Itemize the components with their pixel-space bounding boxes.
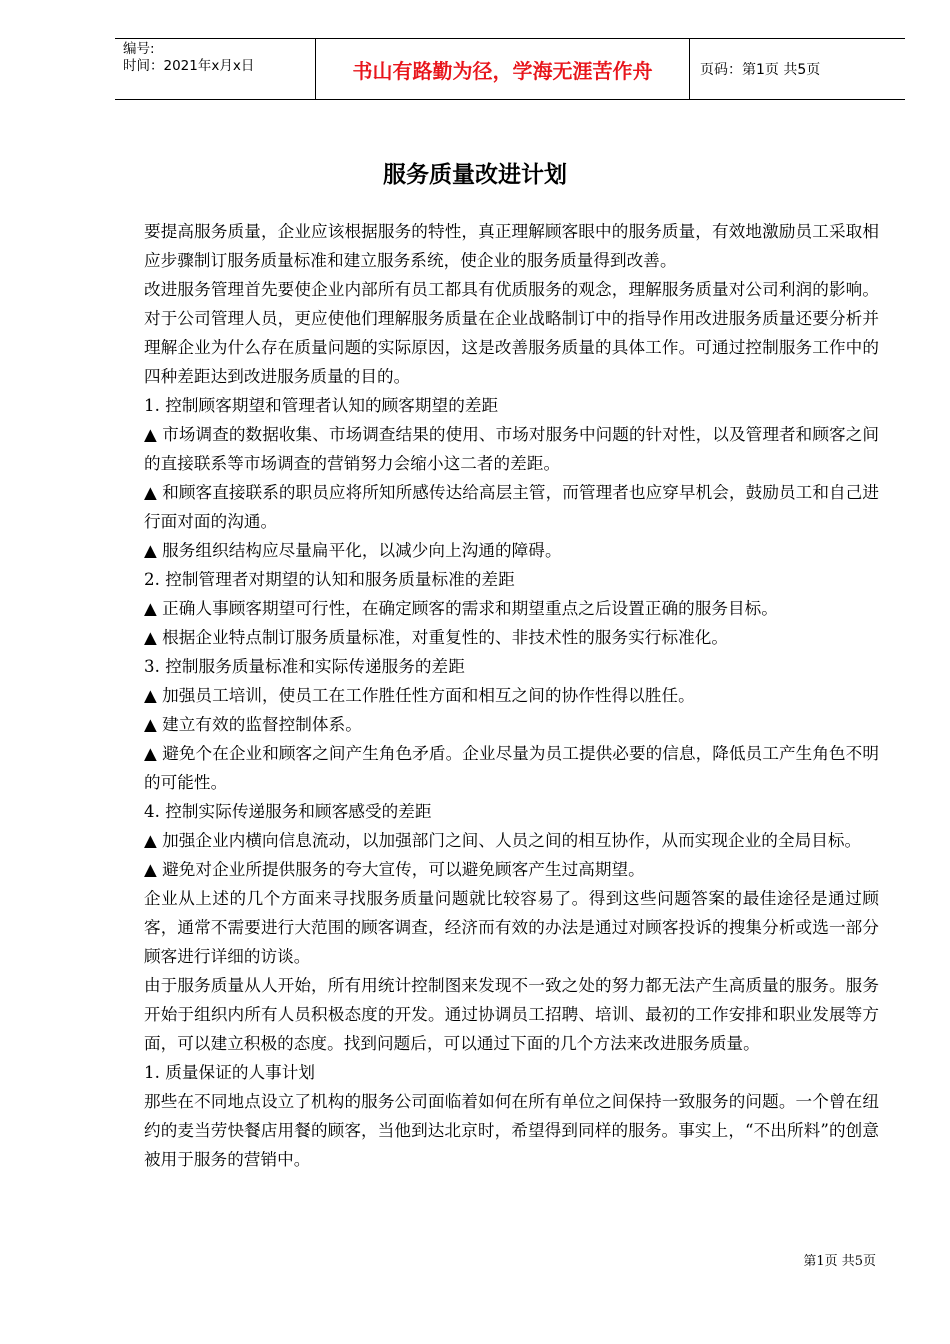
paragraph: 要提高服务质量，企业应该根据服务的特性，真正理解顾客眼中的服务质量，有效地激励员工采取相应步骤制订服务质量标准和建立服务系统，使企业的服务质量得到改善。 — [144, 222, 879, 270]
header-page-info: 页码：第1页 共5页 — [700, 62, 821, 78]
section-heading: 3. 控制服务质量标准和实际传递服务的差距 — [144, 657, 465, 676]
bullet-item: ▲ 和顾客直接联系的职员应将所知所感传达给高层主管，而管理者也应穿早机会，鼓励员工和自己进行面对面的沟通。 — [144, 483, 879, 531]
bullet-item: ▲ 加强员工培训，使员工在工作胜任性方面和相互之间的协作性得以胜任。 — [144, 686, 695, 705]
bullet-item: ▲ 加强企业内横向信息流动，以加强部门之间、人员之间的相互协作，从而实现企业的全局目标。 — [144, 831, 862, 850]
bullet-item: ▲ 服务组织结构应尽量扁平化，以减少向上沟通的障碍。 — [144, 541, 562, 560]
bullet-item: ▲ 正确人事顾客期望可行性，在确定顾客的需求和期望重点之后设置正确的服务目标。 — [144, 599, 778, 618]
bullet-item: ▲ 避免对企业所提供服务的夸大宣传，可以避免顾客产生过高期望。 — [144, 860, 645, 879]
bullet-item: ▲ 市场调查的数据收集、市场调查结果的使用、市场对服务中问题的针对性，以及管理者和顾客之间的直接联系等市场调查的营销努力会缩小这二者的差距。 — [144, 425, 879, 473]
bullet-item: ▲ 根据企业特点制订服务质量标准，对重复性的、非技术性的服务实行标准化。 — [144, 628, 729, 647]
header-meta — [115, 39, 316, 99]
paragraph: 企业从上述的几个方面来寻找服务质量问题就比较容易了。得到这些问题答案的最佳途径是通过顾客，通常不需要进行大范围的顾客调查，经济而有效的办法是通过对顾客投诉的搜集分析或选一部分顾客进行详细的访谈。 — [144, 889, 879, 966]
paragraph: 由于服务质量从人开始，所有用统计控制图来发现不一致之处的努力都无法产生高质量的服务。服务开始于组织内所有人员积极态度的开发。通过协调员工招聘、培训、最初的工作安排和职业发展等方面，可以建立积极的态度。找到问题后，可以通过下面的几个方法来改进服务质量。 — [144, 976, 879, 1053]
page-header — [115, 38, 905, 100]
bullet-item: ▲ 避免个在企业和顾客之间产生角色矛盾。企业尽量为员工提供必要的信息，降低员工产生角色不明的可能性。 — [144, 744, 879, 792]
section-heading: 1. 质量保证的人事计划 — [144, 1063, 316, 1082]
paragraph: 改进服务管理首先要使企业内部所有员工都具有优质服务的观念，理解服务质量对公司利润的影响。对于公司管理人员，更应使他们理解服务质量在企业战略制订中的指导作用改进服务质量还要分析并理解企业为什么存在质量问题的实际原因，这是改善服务质量的具体工作。可通过控制服务工作中的四种差距达到改进服务质量的目的。 — [144, 280, 879, 386]
document-number-label: 编号: — [123, 41, 155, 57]
section-heading: 4. 控制实际传递服务和顾客感受的差距 — [144, 802, 432, 821]
document-title: 服务质量改进计划 — [383, 162, 567, 188]
section-heading: 2. 控制管理者对期望的认知和服务质量标准的差距 — [144, 570, 515, 589]
section-heading: 1. 控制顾客期望和管理者认知的顾客期望的差距 — [144, 396, 499, 415]
document-body — [144, 217, 879, 1174]
bullet-item: ▲ 建立有效的监督控制体系。 — [144, 715, 362, 734]
page-footer: 第1页 共5页 — [803, 1254, 876, 1269]
document-time-label: 时间：2021年x月x日 — [123, 58, 255, 74]
paragraph: 那些在不同地点设立了机构的服务公司面临着如何在所有单位之间保持一致服务的问题。一个曾在纽约的麦当劳快餐店用餐的顾客，当他到达北京时，希望得到同样的服务。事实上，“不出所料”的创意被用于服务的营销中。 — [144, 1092, 879, 1169]
header-motto: 书山有路勤为径，学海无涯苦作舟 — [316, 39, 690, 99]
